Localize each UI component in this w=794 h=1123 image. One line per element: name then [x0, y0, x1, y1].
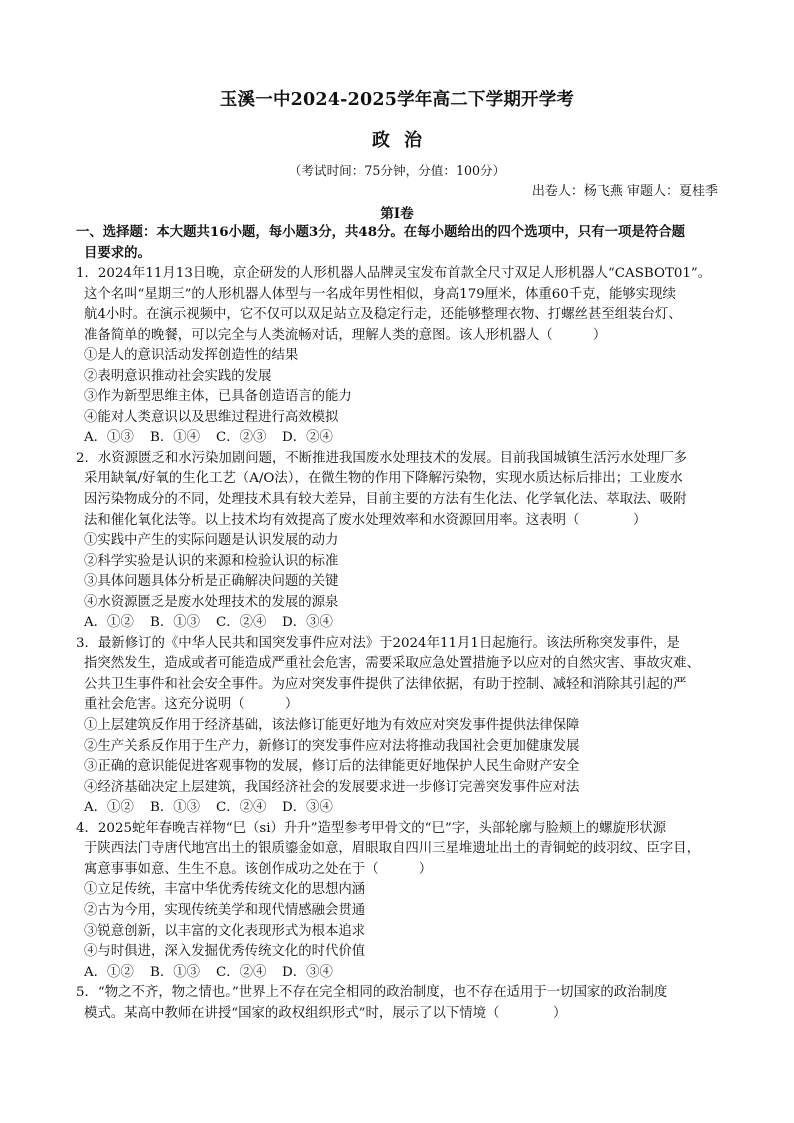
statement-item: ②科学实验是认识的来源和检验认识的标准: [84, 553, 339, 569]
option-d: D．③④: [282, 615, 333, 631]
question-5: [76, 983, 736, 1024]
statement-item: ③锐意创新，以丰富的文化表现形式为根本追求: [84, 923, 366, 939]
question-text-line: 寓意事事如意、生生不息。该创作成功之处在于（ ）: [84, 861, 433, 877]
statement-item: ②古为今用，实现传统美学和现代情感融会贯通: [84, 902, 366, 918]
question-text-line: 指突然发生，造成或者可能造成严重社会危害，需要采取应急处置措施予以应对的自然灾害、事故灾难、: [84, 656, 700, 672]
statement-item: ①立足传统，丰富中华优秀传统文化的思想内涵: [84, 882, 366, 898]
statement-item: ①实践中产生的实际问题是认识发展的动力: [84, 533, 339, 549]
option-a: A．①③: [84, 430, 134, 446]
option-d: D．②④: [282, 430, 333, 446]
statement-item: ④水资源匮乏是废水处理技术的发展的源泉: [84, 594, 339, 610]
question-text-line: 法和催化氧化法等。以上技术均有效提高了废水处理效率和水资源回用率。这表明（ ）: [84, 512, 647, 528]
option-c: C．②④: [216, 615, 267, 631]
exam-info: （考试时间：75分钟，分值：100分）: [288, 163, 506, 178]
section-line-2: 目要求的。: [84, 244, 151, 261]
question-text-line: 这个名叫“星期三”的人形机器人体型与一名成年男性相似，身高179厘米，体重60千克，能够实现续: [84, 286, 676, 302]
section-instructions: [76, 222, 726, 263]
answer-options: [76, 798, 736, 819]
statement-item: ②生产关系反作用于生产力，新修订的突发事件应对法将推动我国社会更加健康发展: [84, 738, 580, 754]
question-text-line: 航4小时。在演示视频中，它不仅可以双足站立及稳定行走，还能够整理衣物、打螺丝甚至组装台灯、: [84, 307, 682, 323]
statement-item: ④经济基础决定上层建筑，我国经济社会的发展要求进一步修订完善突发事件应对法: [84, 779, 580, 795]
option-a: A．①②: [84, 800, 134, 816]
option-c: C．②③: [216, 430, 267, 446]
section-line-1: 一、选择题：本大题共16小题，每小题3分，共48分。在每小题给出的四个选项中，只有一项是符合题: [76, 224, 685, 240]
volume-heading: 第Ⅰ卷: [380, 206, 414, 222]
question-text-line: 4．2025蛇年春晚吉祥物“巳（si）升升”造型参考甲骨文的“巳”字，头部轮廓与脸颊上的螺旋形状源: [76, 820, 666, 836]
statement-item: ④与时俱进，深入发掘优秀传统文化的时代价值: [84, 944, 366, 960]
statement-item: ③具体问题具体分析是正确解决问题的关键: [84, 574, 339, 590]
option-b: B．①③: [150, 964, 201, 980]
answer-options: [76, 428, 736, 449]
question-text-line: 3．最新修订的《中华人民共和国突发事件应对法》于2024年11月1日起施行。该法所称突发事件，是: [76, 635, 680, 651]
option-d: D．③④: [282, 964, 333, 980]
question-2: [76, 449, 736, 634]
question-text-line: 采用缺氧/好氧的生化工艺（A/O法），在微生物的作用下降解污染物，实现水质达标后排出；工业废水: [84, 471, 683, 487]
statement-item: ①上层建筑反作用于经济基础，该法修订能更好地为有效应对突发事件提供法律保障: [84, 718, 580, 734]
option-a: A．①②: [84, 964, 134, 980]
questions-container: [76, 264, 736, 1024]
question-text-line: 5．“物之不齐，物之情也。”世界上不存在完全相同的政治制度，也不存在适用于一切国家的政治制度: [76, 985, 668, 1001]
option-b: B．①④: [150, 430, 201, 446]
statement-item: ②表明意识推动社会实践的发展: [84, 368, 272, 384]
statement-item: ③正确的意识能促进客观事物的发展，修订后的法律能更好地保护人民生命财产安全: [84, 759, 580, 775]
question-text-line: 2．水资源匮乏和水污染加剧问题，不断推进我国废水处理技术的发展。目前我国城镇生活污水处理厂多: [76, 450, 688, 466]
question-text-line: 模式。某高中教师在讲授“国家的政权组织形式”时，展示了以下情境（ ）: [84, 1005, 567, 1021]
option-c: C．②④: [216, 964, 267, 980]
question-1: [76, 264, 736, 449]
statement-item: ③作为新型思维主体，已具备创造语言的能力: [84, 389, 352, 405]
question-text-line: 重社会危害。这充分说明（ ）: [84, 697, 299, 713]
option-a: A．①②: [84, 615, 134, 631]
answer-options: [76, 613, 736, 634]
question-text-line: 于陕西法门寺唐代地宫出土的银质鎏金如意，眉眼取自四川三星堆遗址出土的青铜蛇的歧羽纹、臣字目，: [84, 841, 700, 857]
question-text-line: 1．2024年11月13日晚，京企研发的人形机器人品牌灵宝发布首款全尺寸双足人形机器人“CASBOT01”。: [76, 266, 712, 281]
question-text-line: 因污染物成分的不同，处理技术具有较大差异，目前主要的方法有生化法、化学氧化法、萃取法、吸附: [84, 492, 687, 508]
question-text-line: 准备简单的晚餐，可以完全与人类流畅对话，理解人类的意图。该人形机器人（ ）: [84, 327, 607, 343]
option-b: B．①③: [150, 800, 201, 816]
question-4: [76, 819, 736, 983]
authors-line: 出卷人：杨飞燕 审题人：夏桂季: [531, 184, 718, 199]
question-3: [76, 634, 736, 819]
question-text-line: 公共卫生事件和社会安全事件。为应对突发事件提供了法律依据，有助于控制、减轻和消除其引起的严: [84, 676, 687, 692]
statement-item: ①是人的意识活动发挥创造性的结果: [84, 348, 299, 364]
option-b: B．①③: [150, 615, 201, 631]
option-d: D．③④: [282, 800, 333, 816]
statement-item: ④能对人类意识以及思维过程进行高效模拟: [84, 409, 339, 425]
answer-options: [76, 963, 736, 984]
subject-title: 政治: [372, 130, 436, 151]
option-c: C．②④: [216, 800, 267, 816]
exam-title: 玉溪一中2024-2025学年高二下学期开学考: [219, 90, 575, 110]
